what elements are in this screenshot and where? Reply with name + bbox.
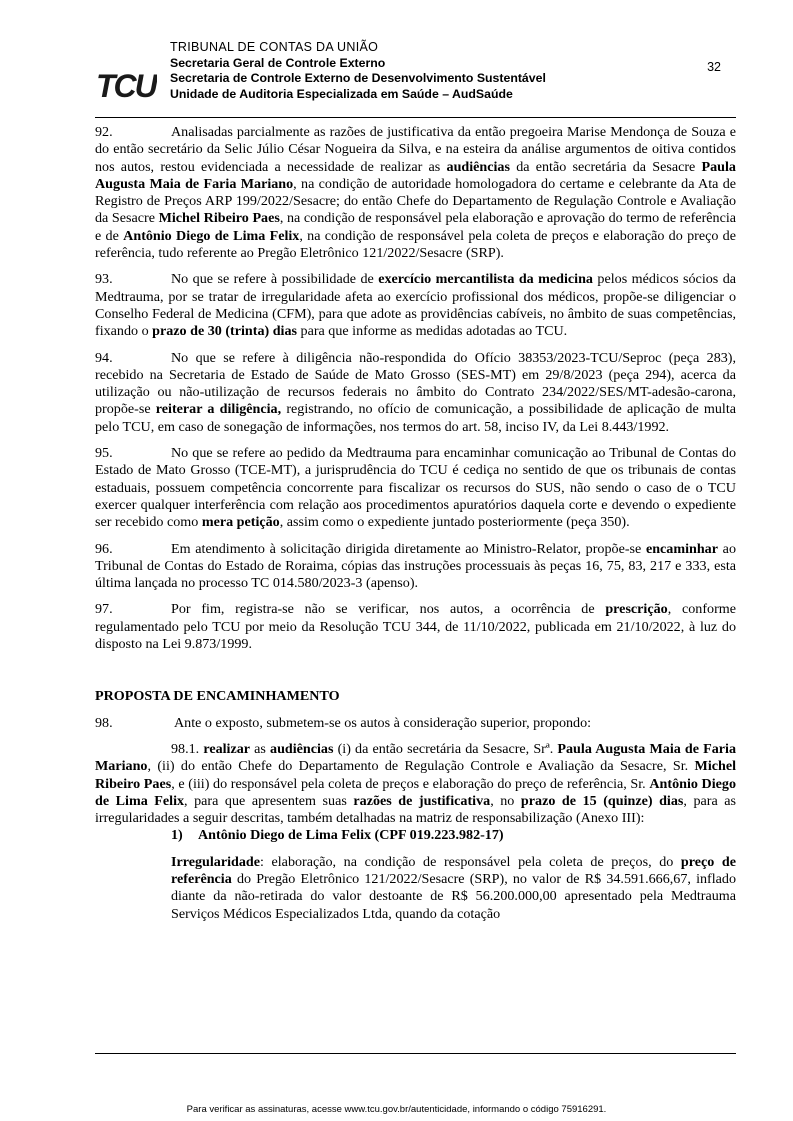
irregularity-paragraph: Irregularidade: elaboração, na condição de responsável pela coleta de preços, do preço de referência do Pregão Eletrônico 121/2022/Sesacre (SRP), no valor de R$ 34.591.666,67, inflado diante da não-retirada do valor destoante de R$ 56.200.000,00 apresentado pela Medtrauma Serviços Médicos Especializados Ltda, quando da cotação [171,853,736,922]
document-body [95,124,736,923]
header-line-2: Secretaria Geral de Controle Externo [170,55,386,70]
header-divider [95,117,736,118]
footer-verification-note: Para verificar as assinaturas, acesse www.tcu.gov.br/autenticidade, informando o código 75916291. [186,1104,607,1115]
header-org: TRIBUNAL DE CONTAS DA UNIÃO [170,40,379,54]
paragraph-96: 96. Em atendimento à solicitação dirigida diretamente ao Ministro-Relator, propõe-se encaminhar ao Tribunal de Contas do Estado de Roraima, cópias das instruções processuais às peças 16, 75, 83, 217 e 333, esta última lançada no processo TC 014.580/2023-3 (apenso). [95,540,736,592]
tcu-logo [95,64,157,104]
header-line-3: Secretaria de Controle Externo de Desenvolvimento Sustentável [170,71,546,85]
paragraph-93: 93. No que se refere à possibilidade de exercício mercantilista da medicina pelos médicos sócios da Medtrauma, por se tratar de irregularidade afeta ao exercício profissional dos médicos, propõe-se diligenciar o Conselho Federal de Medicina (CFM), para que adote as providências cabíveis, no âmbito de suas competências, fixando o prazo de 30 (trinta) dias para que informe as medidas adotadas ao TCU. [95,271,737,340]
section-heading: PROPOSTA DE ENCAMINHAMENTO [95,688,340,705]
header-line-4: Unidade de Auditoria Especializada em Saúde – AudSaúde [170,86,513,101]
tcu-logo-text: TCU [96,68,156,104]
page-header [95,40,735,114]
paragraph-92: 92. Analisadas parcialmente as razões de justificativa da então pregoeira Marise Mendonça de Souza e do então secretário da Selic Júlio César Nogueira da Silva, e na esteira da análise argumentos de oitiva contidos nos autos, restou evidenciada a necessidade de realizar as audiências da então secretária da Sesacre Paula Augusta Maia de Faria Mariano, na condição de autoridade homologadora do certame e celebrante da Ata de Registro de Preços ARP 199/2022/Sesacre; do então Chefe do Departamento de Regulação Controle e Avaliação da Sesacre Michel Ribeiro Paes, na condição de responsável pela elaboração e aprovação do termo de referência e de Antônio Diego de Lima Felix, na condição de responsável pela coleta de preços e elaboração do preço de referência, tudo referente ao Pregão Eletrônico 121/2022/Sesacre (SRP). [95,124,737,262]
header-text [170,40,546,102]
page-number: 32 [707,60,721,74]
list-item-1: 1) Antônio Diego de Lima Felix (CPF 019.223.982-17) [171,827,504,844]
paragraph-98-1: 98.1. realizar as audiências (i) da então secretária da Sesacre, Srª. Paula Augusta Maia de Faria Mariano, (ii) do então Chefe do Departamento de Regulação Controle e Avaliação da Sesacre, Sr. Michel Ribeiro Paes, e (iii) do responsável pela coleta de preços e elaboração do preço de referência, Sr. Antônio Diego de Lima Felix, para que apresentem suas razões de justificativa, no prazo de 15 (quinze) dias, para as irregularidades a seguir descritas, também detalhadas na matriz de responsabilização (Anexo III): [95,740,737,827]
paragraph-95: 95. No que se refere ao pedido da Medtrauma para encaminhar comunicação ao Tribunal de Contas do Estado de Mato Grosso (TCE-MT), a jurisprudência do TCU é cediça no sentido de que os tribunais de contas estaduais, possuem competência concorrente para fiscalizar os recursos do SUS, não sendo o caso de o TCU exercer qualquer interferência com relação aos procedimentos apuratórios daquela corte e devendo o expediente ser recebido como mera petição, assim como o expediente juntado posteriormente (peça 350). [95,445,736,531]
paragraph-97: 97. Por fim, registra-se não se verificar, nos autos, a ocorrência de prescrição, conforme regulamentado pelo TCU por meio da Resolução TCU 344, de 11/10/2022, publicada em 21/10/2022, à luz do disposto na Lei 9.873/1999. [95,601,736,653]
paragraph-94: 94. No que se refere à diligência não-respondida do Ofício 38353/2023-TCU/Seproc (peça 283), recebido na Secretaria de Estado de Saúde de Mato Grosso (SES-MT) em 29/8/2023 (peça 294), acerca da utilização ou não-utilização de recursos federais no âmbito do Contrato 234/2022/SES/MT-adesão-carona, propõe-se reiterar a diligência, registrando, no ofício de comunicação, a possibilidade de aplicação de multa pelo TCU, em caso de sonegação de informações, nos termos do art. 58, inciso IV, da Lei 8.443/1992. [95,349,736,435]
footer-divider [95,1053,736,1054]
paragraph-98: 98. Ante o exposto, submetem-se os autos à consideração superior, propondo: [95,714,592,731]
